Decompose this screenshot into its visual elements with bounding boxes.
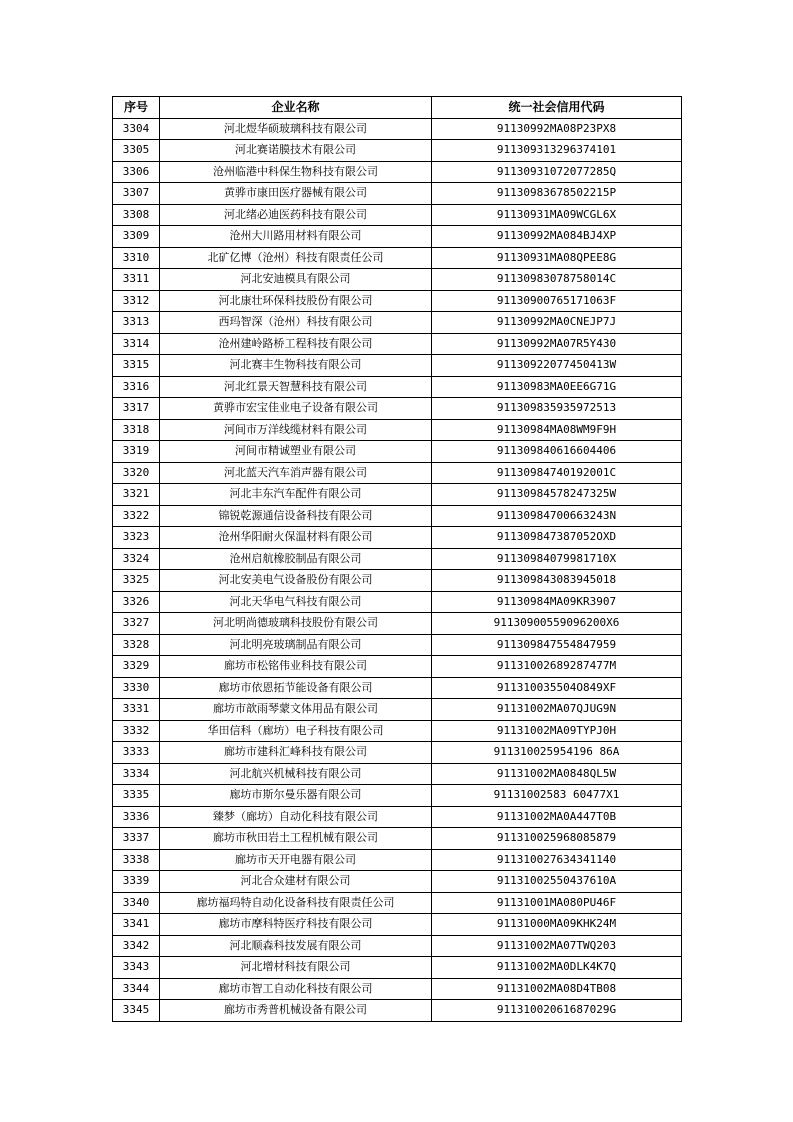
table-row [113,699,682,721]
table-row [113,720,682,742]
cell-company-name: 河北航兴机械科技有限公司 [160,763,432,785]
table-row [113,419,682,441]
cell-credit-code: 91130931MA08QPEE8G [432,247,682,269]
cell-company-name: 廊坊市天开电器有限公司 [160,849,432,871]
table-row [113,484,682,506]
cell-company-name: 廊坊福玛特自动化设备科技有限责任公司 [160,892,432,914]
cell-credit-code: 91131002583 60477X1 [432,785,682,807]
cell-company-name: 黄骅市宏宝佳业电子设备有限公司 [160,398,432,420]
cell-credit-code: 911309835935972513 [432,398,682,420]
cell-credit-code: 91131002MA07TWQ203 [432,935,682,957]
cell-credit-code: 91130984MA09KR3907 [432,591,682,613]
cell-serial-number: 3324 [113,548,160,570]
cell-serial-number: 3338 [113,849,160,871]
cell-company-name: 臻梦（廊坊）自动化科技有限公司 [160,806,432,828]
cell-company-name: 廊坊市建科汇峰科技有限公司 [160,742,432,764]
cell-company-name: 河间市精诚塑业有限公司 [160,441,432,463]
cell-credit-code: 91130983MA0EE6G71G [432,376,682,398]
cell-company-name: 河北康壮环保科技股份有限公司 [160,290,432,312]
cell-serial-number: 3340 [113,892,160,914]
cell-credit-code: 91130992MA084BJ4XP [432,226,682,248]
cell-credit-code: 911310025954196 86A [432,742,682,764]
table-row [113,978,682,1000]
table-row [113,785,682,807]
table-row [113,548,682,570]
cell-serial-number: 3323 [113,527,160,549]
cell-company-name: 廊坊市斯尔曼乐器有限公司 [160,785,432,807]
cell-serial-number: 3311 [113,269,160,291]
cell-serial-number: 3329 [113,656,160,678]
cell-serial-number: 3345 [113,1000,160,1022]
cell-serial-number: 3339 [113,871,160,893]
cell-company-name: 廊坊市秋田岩土工程机械有限公司 [160,828,432,850]
cell-company-name: 廊坊市歆雨琴蒙文体用品有限公司 [160,699,432,721]
header-serial-number: 序号 [113,97,160,119]
header-company-name: 企业名称 [160,97,432,119]
table-row [113,204,682,226]
table-row [113,226,682,248]
cell-serial-number: 3330 [113,677,160,699]
table-row [113,763,682,785]
cell-serial-number: 3310 [113,247,160,269]
cell-credit-code: 91130931MA09WCGL6X [432,204,682,226]
cell-serial-number: 3314 [113,333,160,355]
cell-company-name: 河北安迪模具有限公司 [160,269,432,291]
cell-credit-code: 911309847387052OXD [432,527,682,549]
cell-credit-code: 91130984079981710X [432,548,682,570]
cell-credit-code: 911310027634341140 [432,849,682,871]
cell-credit-code: 91130984700663243N [432,505,682,527]
cell-credit-code: 91130992MA0CNEJP7J [432,312,682,334]
table-row [113,914,682,936]
cell-serial-number: 3313 [113,312,160,334]
cell-credit-code: 91131002MA08D4TB08 [432,978,682,1000]
cell-credit-code: 91130931072077285Q [432,161,682,183]
cell-company-name: 河北蓝天汽车消声器有限公司 [160,462,432,484]
cell-credit-code: 91131002MA0848QL5W [432,763,682,785]
table-row [113,333,682,355]
table-row [113,527,682,549]
cell-company-name: 河北煜华硕玻璃科技有限公司 [160,118,432,140]
cell-credit-code: 91130900765171063F [432,290,682,312]
table-row [113,849,682,871]
cell-company-name: 河北明尚德玻璃科技股份有限公司 [160,613,432,635]
table-row [113,376,682,398]
cell-serial-number: 3326 [113,591,160,613]
cell-serial-number: 3317 [113,398,160,420]
cell-serial-number: 3305 [113,140,160,162]
cell-serial-number: 3309 [113,226,160,248]
cell-serial-number: 3304 [113,118,160,140]
table-row [113,269,682,291]
cell-company-name: 河北赛诺膜技术有限公司 [160,140,432,162]
cell-serial-number: 3318 [113,419,160,441]
cell-serial-number: 3331 [113,699,160,721]
cell-credit-code: 91131002MA0A447T0B [432,806,682,828]
cell-company-name: 沧州华阳耐火保温材料有限公司 [160,527,432,549]
cell-serial-number: 3342 [113,935,160,957]
cell-company-name: 西玛智深（沧州）科技有限公司 [160,312,432,334]
cell-serial-number: 3337 [113,828,160,850]
cell-credit-code: 91131000MA09KHK24M [432,914,682,936]
table-row [113,462,682,484]
cell-credit-code: 91131002MA0DLK4K7Q [432,957,682,979]
enterprise-registry-table [112,96,682,1022]
table-body [113,118,682,1021]
cell-credit-code: 91130984MA08WM9F9H [432,419,682,441]
cell-credit-code: 91130992MA07R5Y430 [432,333,682,355]
table-row [113,613,682,635]
cell-serial-number: 3325 [113,570,160,592]
table-row [113,892,682,914]
cell-company-name: 沧州临港中科保生物科技有限公司 [160,161,432,183]
cell-company-name: 沧州大川路用材料有限公司 [160,226,432,248]
cell-credit-code: 91130922077450413W [432,355,682,377]
cell-serial-number: 3308 [113,204,160,226]
cell-credit-code: 911309843083945018 [432,570,682,592]
cell-company-name: 廊坊市秀普机械设备有限公司 [160,1000,432,1022]
cell-company-name: 河北天华电气科技有限公司 [160,591,432,613]
table-row [113,591,682,613]
table-row [113,247,682,269]
cell-company-name: 沧州启航橡胶制品有限公司 [160,548,432,570]
cell-serial-number: 3334 [113,763,160,785]
cell-serial-number: 3306 [113,161,160,183]
cell-serial-number: 3332 [113,720,160,742]
cell-company-name: 廊坊市摩科特医疗科技有限公司 [160,914,432,936]
cell-serial-number: 3328 [113,634,160,656]
cell-company-name: 河北赛丰生物科技有限公司 [160,355,432,377]
header-credit-code: 统一社会信用代码 [432,97,682,119]
cell-company-name: 华田信科（廊坊）电子科技有限公司 [160,720,432,742]
table-row [113,634,682,656]
cell-serial-number: 3320 [113,462,160,484]
cell-company-name: 廊坊市智工自动化科技有限公司 [160,978,432,1000]
cell-company-name: 河北增材科技有限公司 [160,957,432,979]
table-row [113,290,682,312]
table-row [113,140,682,162]
cell-company-name: 廊坊市松铭伟业科技有限公司 [160,656,432,678]
cell-credit-code: 91130983078758014C [432,269,682,291]
cell-credit-code: 91130983678502215P [432,183,682,205]
cell-credit-code: 91131001MA080PU46F [432,892,682,914]
cell-credit-code: 911309847554847959 [432,634,682,656]
cell-credit-code: 91130984578247325W [432,484,682,506]
cell-serial-number: 3335 [113,785,160,807]
table-row [113,742,682,764]
cell-company-name: 河北红景天智慧科技有限公司 [160,376,432,398]
cell-company-name: 河北顺森科技发展有限公司 [160,935,432,957]
table-row [113,312,682,334]
table-row [113,677,682,699]
cell-serial-number: 3327 [113,613,160,635]
cell-company-name: 沧州建岭路桥工程科技有限公司 [160,333,432,355]
table-row [113,161,682,183]
table-row [113,656,682,678]
cell-serial-number: 3315 [113,355,160,377]
table-header-row [113,97,682,119]
cell-company-name: 河北明亮玻璃制品有限公司 [160,634,432,656]
table-row [113,505,682,527]
cell-credit-code: 91130992MA08P23PX8 [432,118,682,140]
cell-serial-number: 3321 [113,484,160,506]
cell-company-name: 黄骅市康田医疗器械有限公司 [160,183,432,205]
table-row [113,806,682,828]
cell-credit-code: 91130900559096200X6 [432,613,682,635]
cell-credit-code: 911310035504O849XF [432,677,682,699]
cell-serial-number: 3343 [113,957,160,979]
cell-serial-number: 3322 [113,505,160,527]
table-row [113,398,682,420]
cell-company-name: 河间市万洋线缆材料有限公司 [160,419,432,441]
cell-credit-code: 91131002689287477M [432,656,682,678]
cell-company-name: 廊坊市依恩拓节能设备有限公司 [160,677,432,699]
cell-serial-number: 3319 [113,441,160,463]
table-row [113,871,682,893]
table-row [113,441,682,463]
cell-serial-number: 3312 [113,290,160,312]
cell-serial-number: 3344 [113,978,160,1000]
cell-credit-code: 91131002MA09TYPJ0H [432,720,682,742]
cell-company-name: 河北合众建材有限公司 [160,871,432,893]
cell-serial-number: 3307 [113,183,160,205]
cell-credit-code: 911309840616604406 [432,441,682,463]
table-row [113,1000,682,1022]
cell-credit-code: 91131002MA07QJUG9N [432,699,682,721]
cell-credit-code: 91130984740192001C [432,462,682,484]
cell-company-name: 河北安美电气设备股份有限公司 [160,570,432,592]
table-row [113,118,682,140]
cell-credit-code: 91131002061687029G [432,1000,682,1022]
cell-serial-number: 3341 [113,914,160,936]
cell-credit-code: 911310025968085879 [432,828,682,850]
table-row [113,828,682,850]
cell-company-name: 北矿亿博（沧州）科技有限责任公司 [160,247,432,269]
cell-credit-code: 91131002550437610A [432,871,682,893]
cell-credit-code: 911309313296374101 [432,140,682,162]
table-row [113,957,682,979]
table-row [113,183,682,205]
table-row [113,570,682,592]
cell-company-name: 河北绪必迪医药科技有限公司 [160,204,432,226]
cell-serial-number: 3316 [113,376,160,398]
table-row [113,355,682,377]
cell-serial-number: 3333 [113,742,160,764]
table-row [113,935,682,957]
cell-serial-number: 3336 [113,806,160,828]
cell-company-name: 河北丰东汽车配件有限公司 [160,484,432,506]
cell-company-name: 锦锐乾源通信设备科技有限公司 [160,505,432,527]
